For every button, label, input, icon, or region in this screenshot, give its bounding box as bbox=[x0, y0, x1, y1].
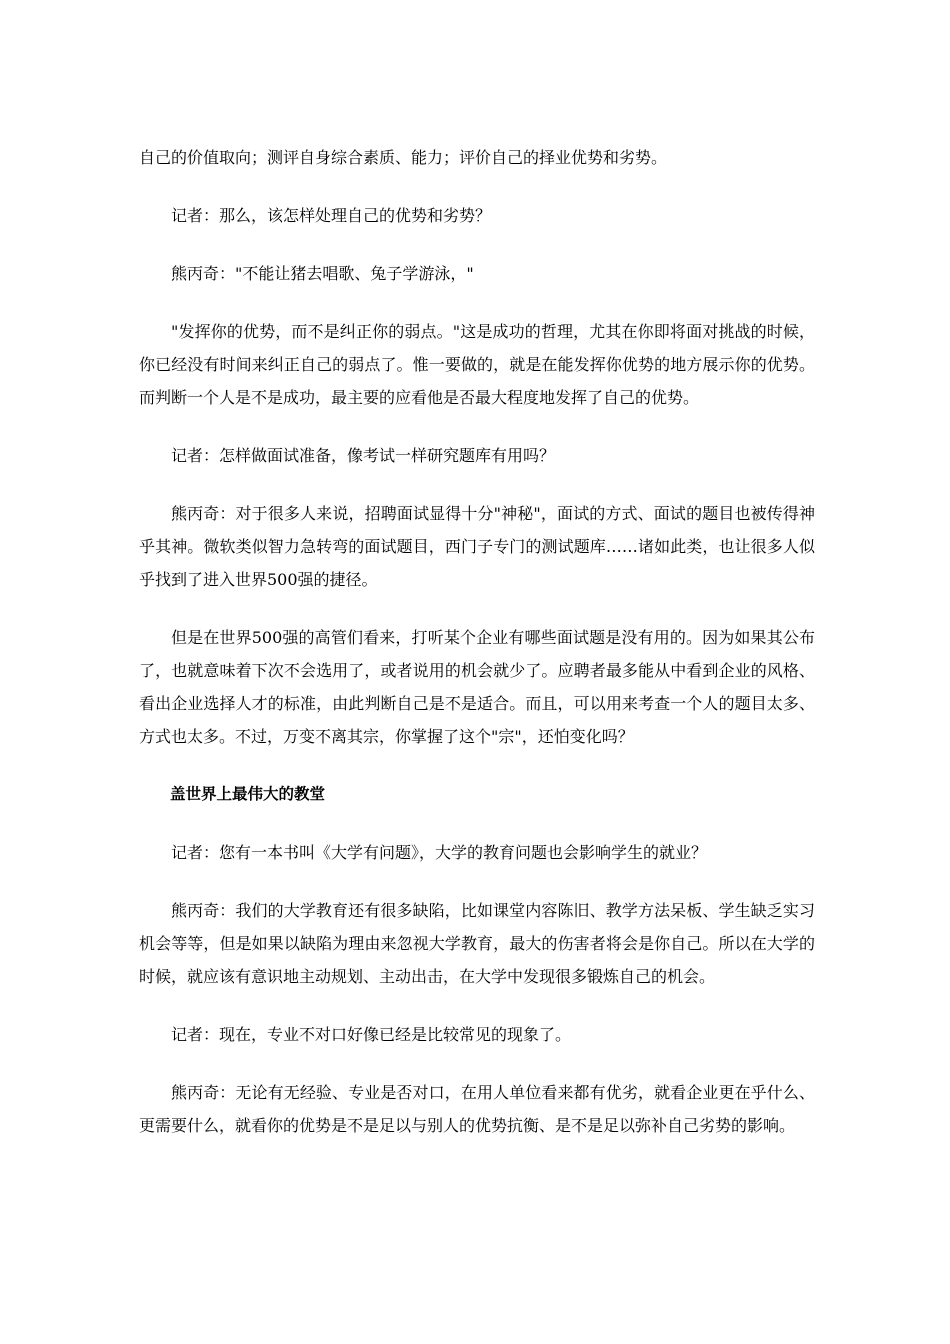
paragraph-answer: 熊丙奇：无论有无经验、专业是否对口，在用人单位看来都有优劣，就看企业更在乎什么、更需要什么，就看你的优势是不是足以与别人的优势抗衡、是不是足以弥补自己劣势的影响。 bbox=[139, 1083, 815, 1135]
paragraph-body: "发挥你的优势，而不是纠正你的弱点。"这是成功的哲理，尤其在你即将面对挑战的时候，你已经没有时间来纠正自己的弱点了。惟一要做的，就是在能发挥你优势的地方展示你的优势。而判断一个人是不是成功，最主要的应看他是否最大程度地发挥了自己的优势。 bbox=[139, 322, 815, 407]
document-page bbox=[139, 141, 815, 1167]
section-heading: 盖世界上最伟大的教堂 bbox=[170, 785, 326, 803]
paragraph-reporter-question: 记者：现在，专业不对口好像已经是比较常见的现象了。 bbox=[171, 1025, 572, 1044]
paragraph-continuation: 自己的价值取向；测评自身综合素质、能力；评价自己的择业优势和劣势。 bbox=[139, 148, 668, 167]
paragraph-answer: 熊丙奇：对于很多人来说，招聘面试显得十分"神秘"，面试的方式、面试的题目也被传得神乎其神。微软类似智力急转弯的面试题目，西门子专门的测试题库……诸如此类，也让很多人似乎找到了进入世界500强的捷径。 bbox=[139, 504, 815, 589]
paragraph-reporter-question: 记者：怎样做面试准备，像考试一样研究题库有用吗？ bbox=[171, 446, 556, 465]
paragraph-answer: 熊丙奇："不能让猪去唱歌、兔子学游泳，" bbox=[171, 264, 474, 283]
paragraph-reporter-question: 记者：您有一本书叫《大学有问题》，大学的教育问题也会影响学生的就业？ bbox=[171, 843, 708, 862]
paragraph-body: 但是在世界500强的高管们看来，打听某个企业有哪些面试题是没有用的。因为如果其公布了，也就意味着下次不会选用了，或者说用的机会就少了。应聘者最多能从中看到企业的风格、看出企业选择人才的标准，由此判断自己是不是适合。而且，可以用来考查一个人的题目太多、方式也太多。不过，万变不离其宗，你掌握了这个"宗"，还怕变化吗？ bbox=[139, 628, 815, 746]
paragraph-answer: 熊丙奇：我们的大学教育还有很多缺陷，比如课堂内容陈旧、教学方法呆板、学生缺乏实习机会等等，但是如果以缺陷为理由来忽视大学教育，最大的伤害者将会是你自己。所以在大学的时候，就应该有意识地主动规划、主动出击，在大学中发现很多锻炼自己的机会。 bbox=[139, 901, 815, 986]
paragraph-reporter-question: 记者：那么，该怎样处理自己的优势和劣势？ bbox=[171, 206, 492, 225]
